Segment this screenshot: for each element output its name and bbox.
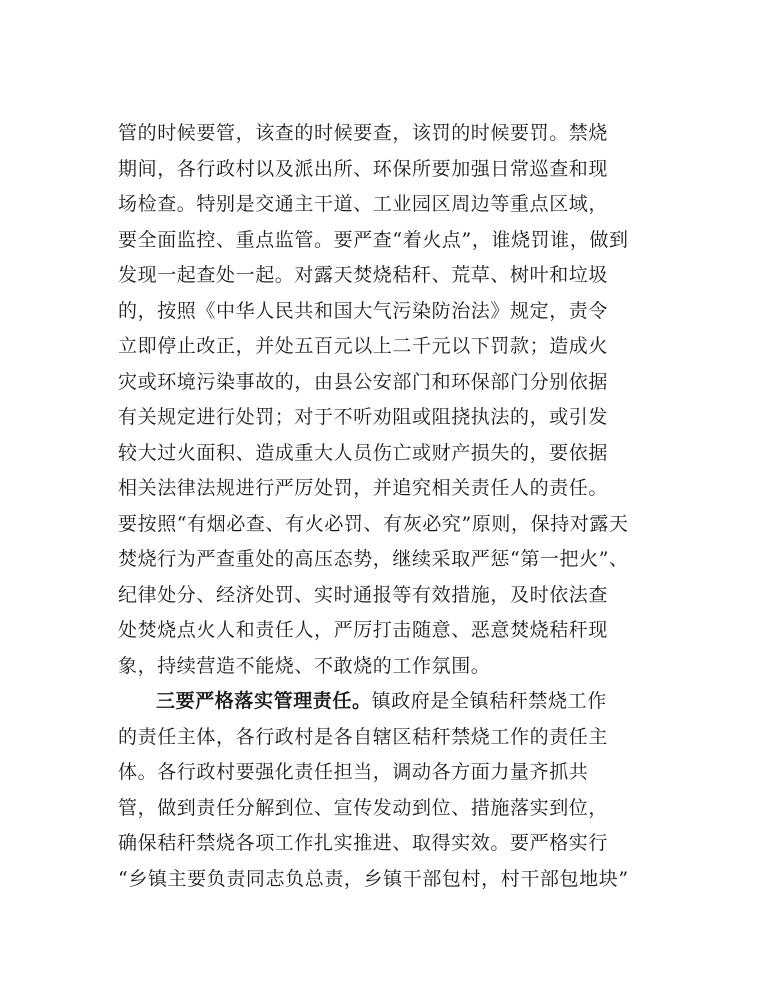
text-line: 焚烧行为严查重处的高压态势，继续采取严惩“第一把火”、 [118, 548, 629, 570]
body-text [118, 116, 658, 897]
text-line: 灾或环境污染事故的，由县公安部门和环保部门分别依据 [118, 370, 609, 393]
text-line: “乡镇主要负责同志负总责，乡镇干部包村，村干部包地块” [118, 867, 629, 890]
text-line: 有关规定进行处罚；对于不听劝阻或阻挠执法的，或引发 [118, 406, 609, 428]
section-first-line-text: 镇政府是全镇秸秆禁烧工作 [371, 690, 607, 712]
text-line: 发现一起查处一起。对露天焚烧秸秆、荒草、树叶和垃圾 [118, 264, 609, 286]
text-line: 立即停止改正，并处五百元以上二千元以下罚款；造成火 [118, 335, 609, 357]
section-heading: 三要严格落实管理责任。 [156, 690, 372, 712]
text-line: 较大过火面积、造成重大人员伤亡或财产损失的，要依据 [118, 441, 609, 464]
text-line: 纪律处分、经济处罚、实时通报等有效措施，及时依法查 [118, 583, 609, 606]
text-line: 相关法律法规进行严厉处罚，并追究相关责任人的责任。 [118, 477, 609, 499]
text-line: 场检查。特别是交通主干道、工业园区周边等重点区域， [118, 193, 609, 215]
text-line: 确保秸秆禁烧各项工作扎实推进、取得实效。要严格实行 [118, 832, 609, 854]
text-line: 的责任主体，各行政村是各自辖区秸秆禁烧工作的责任主 [118, 725, 609, 748]
text-line: 期间，各行政村以及派出所、环保所要加强日常巡查和现 [118, 157, 609, 180]
text-line: 的，按照《中华人民共和国大气污染防治法》规定，责令 [118, 299, 609, 322]
text-line: 象，持续营造不能烧、不敢烧的工作氛围。 [118, 654, 491, 677]
text-line: 体。各行政村要强化责任担当，调动各方面力量齐抓共 [118, 761, 589, 783]
section-first-line [118, 684, 658, 720]
text-line: 管的时候要管，该查的时候要查，该罚的时候要罚。禁烧 [118, 122, 609, 144]
text-line: 要按照“有烟必查、有火必罚、有灰必究”原则，保持对露天 [118, 512, 629, 535]
text-line: 管，做到责任分解到位、宣传发动到位、措施落实到位， [118, 796, 609, 819]
text-line: 处焚烧点火人和责任人，严厉打击随意、恶意焚烧秸秆现 [118, 619, 609, 641]
text-line: 要全面监控、重点监管。要严查“着火点”，谁烧罚谁，做到 [118, 228, 629, 251]
